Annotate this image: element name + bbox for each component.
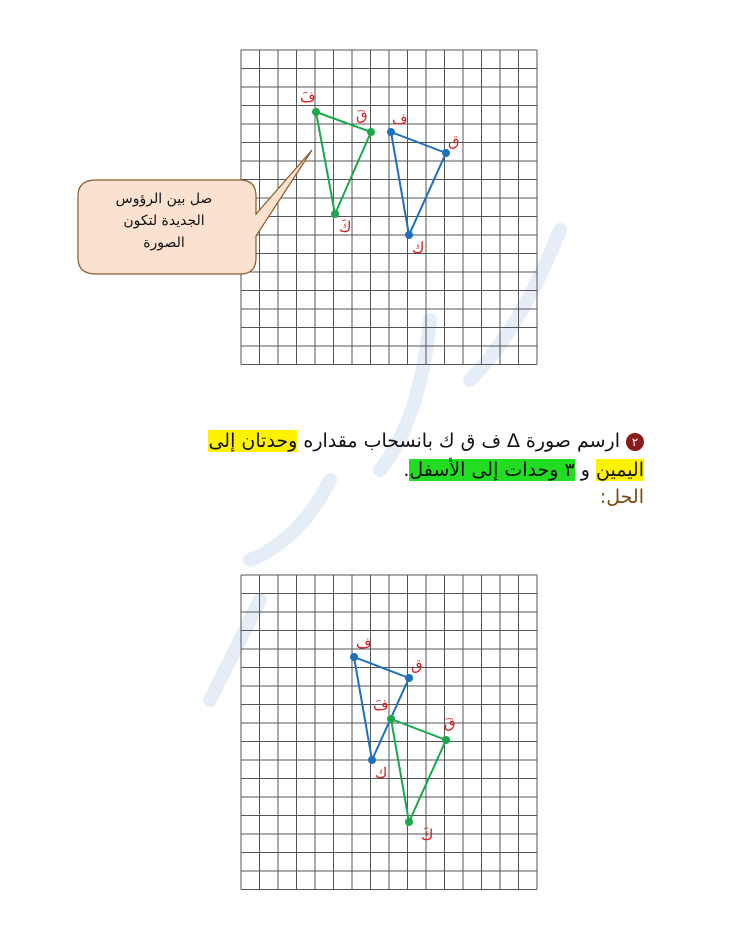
label-k-prime: كَ — [339, 218, 352, 236]
label2-f-prime: فَ — [373, 696, 389, 714]
vertex2-f-prime — [387, 715, 395, 723]
question-number-badge: ٢ — [626, 433, 644, 451]
question-text: ارسم صورة ∆ ف ق ك بانسحاب مقداره — [303, 430, 620, 452]
label-q-prime: قَ — [356, 106, 368, 124]
label-f: ف — [392, 110, 408, 128]
vertex2-q — [405, 674, 413, 682]
label-k: ك — [412, 239, 425, 257]
label2-f: ف — [356, 634, 372, 652]
callout-line-2: الجديدة لتكون — [123, 213, 205, 229]
vertex2-q-prime — [442, 736, 450, 744]
grid-2 — [241, 575, 537, 890]
label2-k-prime: كَ — [421, 826, 434, 844]
question-end: . — [403, 459, 410, 481]
label2-q-prime: قَ — [444, 714, 456, 732]
solution-label: الحل: — [599, 486, 644, 508]
highlight-three-units-down: ٣ وحدات إلى الأسفل — [409, 459, 575, 481]
connector-and: و — [580, 459, 590, 481]
label2-k: ك — [375, 764, 388, 782]
vertex2-k — [368, 756, 376, 764]
image-triangle-2 — [391, 719, 446, 822]
vertex2-f — [350, 653, 358, 661]
highlight-right: اليمين — [596, 459, 644, 481]
vertex2-k-prime — [405, 818, 413, 826]
highlight-two-units: وحدتان إلى — [208, 430, 298, 452]
callout-line-3: الصورة — [143, 235, 185, 251]
label-f-prime: فَ — [300, 88, 316, 106]
label-q: ق — [448, 132, 460, 150]
callout-line-1: صل بين الرؤوس — [115, 191, 213, 207]
label2-q: ق — [411, 656, 423, 674]
